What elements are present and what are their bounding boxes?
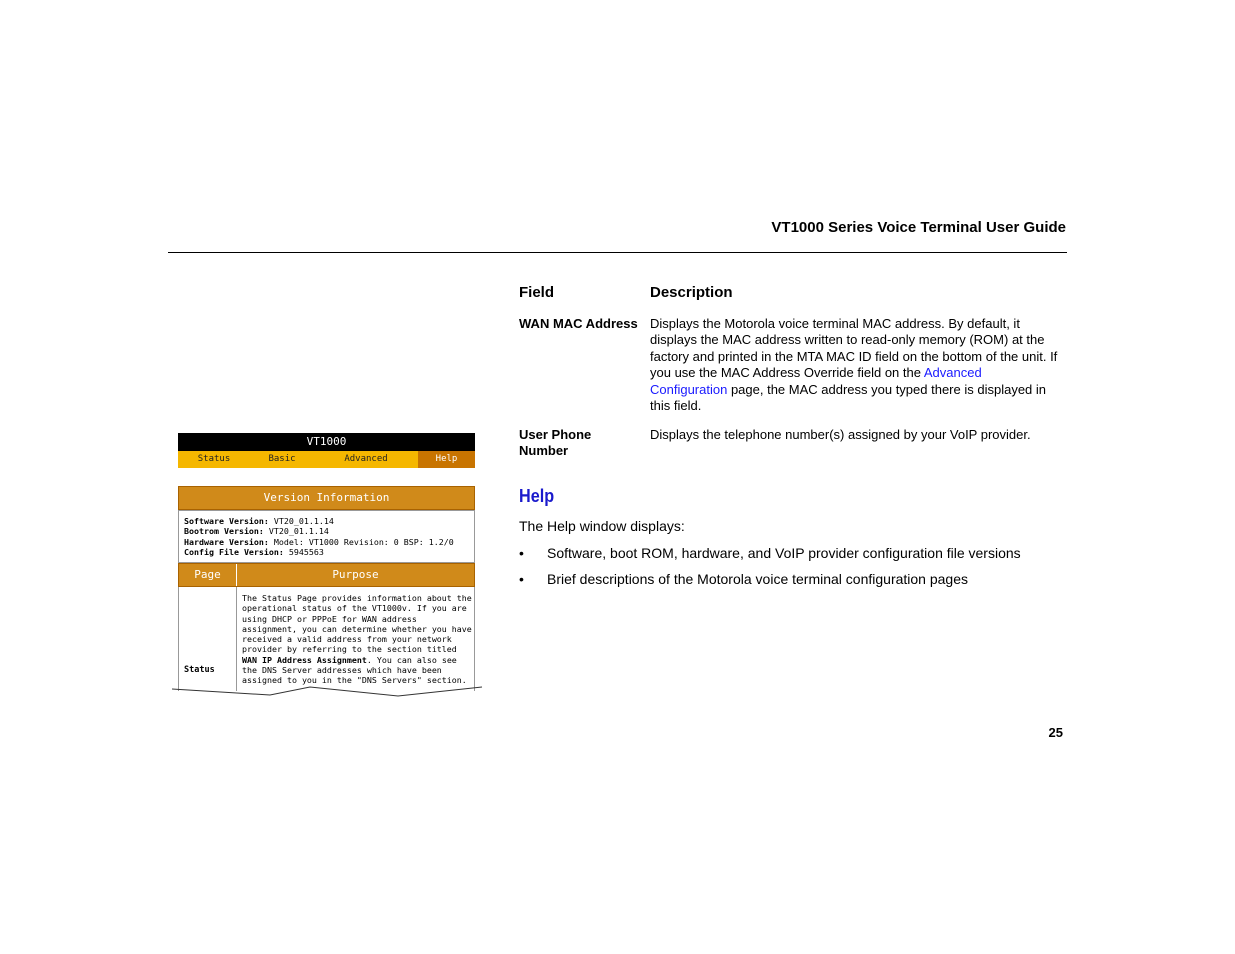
version-value: VT20_01.1.14 <box>268 516 334 526</box>
version-label: Hardware Version: <box>184 536 269 547</box>
help-intro: The Help window displays: <box>519 518 685 534</box>
window-title: VT1000 <box>178 433 475 451</box>
description-text: page, the MAC address you typed there is displayed in this field. <box>650 381 1047 414</box>
help-heading: Help <box>519 486 555 506</box>
status-desc-text: The Status Page provides information about the operational status of the VT1000v. If you are using DHCP or PPPoE for WAN address assignment, you can determine whether you have received a valid address from your network provider by referring to the section titled <box>242 593 472 655</box>
help-window-screenshot <box>172 433 484 698</box>
torn-edge <box>172 683 484 698</box>
advanced-configuration-link[interactable]: Advanced Configuration <box>650 365 982 397</box>
page-purpose-header <box>178 563 475 587</box>
page-column-header: Page <box>179 564 237 586</box>
version-label: Config File Version: <box>184 547 284 558</box>
field-name-line: Number <box>519 443 569 459</box>
field-description: Displays the telephone number(s) assigned by your VoIP provider. <box>650 427 1031 442</box>
version-label: Software Version: <box>184 516 269 526</box>
field-name <box>519 427 591 460</box>
version-value: VT20_01.1.14 <box>263 526 329 537</box>
nav-help[interactable]: Help <box>418 451 475 468</box>
column-divider <box>236 587 237 691</box>
bullet-icon: • <box>519 571 524 587</box>
description-text: Displays the Motorola voice terminal MAC address. By default, it displays the MAC address written to read-only memory (ROM) at the factory and printed in the MTA MAC ID field on the bottom of the unit. If you use the MAC Address Override field on the <box>650 316 1058 381</box>
nav-advanced[interactable]: Advanced <box>344 454 388 464</box>
field-description <box>650 316 1060 414</box>
bullet-text: Software, boot ROM, hardware, and VoIP provider configuration file versions <box>547 545 1021 561</box>
version-row <box>184 537 474 547</box>
version-row <box>184 526 474 536</box>
running-header: VT1000 Series Voice Terminal User Guide <box>771 219 1066 236</box>
field-name: WAN MAC Address <box>519 316 638 331</box>
bullet-icon: • <box>519 545 524 561</box>
status-page-description <box>242 593 472 686</box>
field-name-line: User Phone <box>519 427 592 442</box>
status-desc-bold: WAN IP Address Assignment <box>242 654 367 665</box>
description-column-header: Description <box>650 284 733 301</box>
nav-status[interactable]: Status <box>197 454 231 464</box>
purpose-column-header: Purpose <box>332 568 379 581</box>
nav-bar <box>178 451 475 468</box>
version-info-header: Version Information <box>178 486 475 510</box>
page-number: 25 <box>1048 725 1063 740</box>
version-value: 5945563 <box>283 547 324 558</box>
status-desc-text: . You can also see the DNS Server addresses which have been assigned to you in the "DNS Servers" section. <box>242 654 467 686</box>
bullet-text: Brief descriptions of the Motorola voice terminal configuration pages <box>547 571 968 587</box>
version-info-box <box>178 510 475 563</box>
nav-basic[interactable]: Basic <box>268 454 296 464</box>
version-row <box>184 516 474 526</box>
field-column-header: Field <box>519 284 555 301</box>
header-rule <box>168 252 1067 253</box>
status-page-label: Status <box>184 665 215 675</box>
version-label: Bootrom Version: <box>184 526 264 537</box>
version-value: Model: VT1000 Revision: 0 BSP: 1.2/0 <box>268 536 454 547</box>
version-row <box>184 547 474 557</box>
